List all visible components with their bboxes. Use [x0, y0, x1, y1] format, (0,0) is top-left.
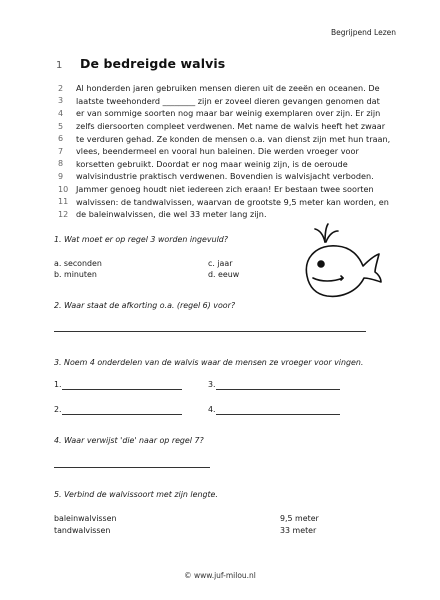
- text-line: [58, 183, 398, 196]
- line-text: laatste tweehonderd ________ zijn er zoveel dieren gevangen genomen dat: [76, 95, 380, 106]
- answer-label-2: 2.: [54, 405, 62, 414]
- text-line: [58, 145, 398, 158]
- line-number: 7: [58, 146, 64, 156]
- text-line: [58, 195, 398, 208]
- title-line-number: 1: [56, 60, 63, 71]
- option-b[interactable]: b. minuten: [54, 270, 97, 279]
- length-33[interactable]: 33 meter: [280, 526, 317, 535]
- line-text: walvisindustrie praktisch verdwenen. Bovendien is walvisjacht verboden.: [76, 171, 374, 182]
- footer-copyright: © www.juf-milou.nl: [184, 571, 256, 580]
- line-number: 6: [58, 134, 64, 144]
- line-text: korsetten gebruikt. Doordat er nog maar weinig zijn, is de oeroude: [76, 158, 348, 169]
- answer-label-1: 1.: [54, 380, 62, 389]
- question-5: 5. Verbind de walvissoort met zijn lengte.: [54, 490, 218, 499]
- answer-line-2[interactable]: [54, 331, 366, 332]
- text-line: [58, 95, 398, 108]
- question-1: 1. Wat moet er op regel 3 worden ingevuld?: [54, 235, 228, 244]
- line-number: 9: [58, 171, 64, 181]
- text-line: [58, 132, 398, 145]
- text-line: [58, 170, 398, 183]
- reading-text: [58, 82, 398, 221]
- line-number: 5: [58, 121, 64, 131]
- question-2: 2. Waar staat de afkorting o.a. (regel 6) voor?: [54, 301, 236, 310]
- line-number: 11: [58, 197, 69, 207]
- question-4: 4. Waar verwijst 'die' naar op regel 7?: [54, 436, 204, 445]
- text-line: [58, 107, 398, 120]
- line-text: walvissen: de tandwalvissen, waarvan de grootste 9,5 meter kan worden, en: [76, 196, 389, 207]
- line-text: er van sommige soorten nog maar bar weinig exemplaren over zijn. Er zijn: [76, 108, 381, 119]
- line-number: 2: [58, 83, 64, 93]
- answer-line-4[interactable]: [54, 467, 210, 468]
- line-text: Al honderden jaren gebruiken mensen dieren uit de zeeën en oceanen. De: [76, 83, 380, 94]
- whale-drawing-icon: [285, 216, 385, 306]
- answer-line-3-4[interactable]: [216, 414, 340, 415]
- answer-line-3-1[interactable]: [62, 389, 182, 390]
- question-3: 3. Noem 4 onderdelen van de walvis waar de mensen ze vroeger voor vingen.: [54, 358, 364, 367]
- option-a[interactable]: a. seconden: [54, 259, 102, 268]
- text-line: [58, 120, 398, 133]
- line-number: 8: [58, 159, 64, 169]
- answer-label-3: 3.: [208, 380, 216, 389]
- whale-type-tand[interactable]: tandwalvissen: [54, 526, 111, 535]
- length-9-5[interactable]: 9,5 meter: [280, 514, 319, 523]
- line-text: vlees, beendermeel en vooral hun baleinen. Die werden vroeger voor: [76, 146, 359, 157]
- line-number: 10: [58, 184, 69, 194]
- text-line: [58, 158, 398, 171]
- whale-type-balein[interactable]: baleinwalvissen: [54, 514, 117, 523]
- line-text: te verduren gehad. Ze konden de mensen o.a. van dienst zijn met hun traan,: [76, 133, 391, 144]
- line-text: Jammer genoeg houdt niet iedereen zich eraan! Er bestaan twee soorten: [76, 184, 374, 195]
- answer-line-3-2[interactable]: [62, 414, 182, 415]
- line-text: zelfs diersoorten compleet verdwenen. Met name de walvis heeft het zwaar: [76, 121, 386, 132]
- line-text: de baleinwalvissen, die wel 33 meter lang zijn.: [76, 209, 267, 220]
- answer-line-3-3[interactable]: [216, 389, 340, 390]
- line-number: 4: [58, 108, 64, 118]
- option-d[interactable]: d. eeuw: [208, 270, 240, 279]
- text-line: [58, 82, 398, 95]
- answer-label-4: 4.: [208, 405, 216, 414]
- line-number: 3: [58, 96, 64, 106]
- page-title: De bedreigde walvis: [80, 56, 226, 71]
- option-c[interactable]: c. jaar: [208, 259, 233, 268]
- line-number: 12: [58, 209, 69, 219]
- header-subject: Begrijpend Lezen: [330, 28, 396, 37]
- title-row: [58, 56, 225, 71]
